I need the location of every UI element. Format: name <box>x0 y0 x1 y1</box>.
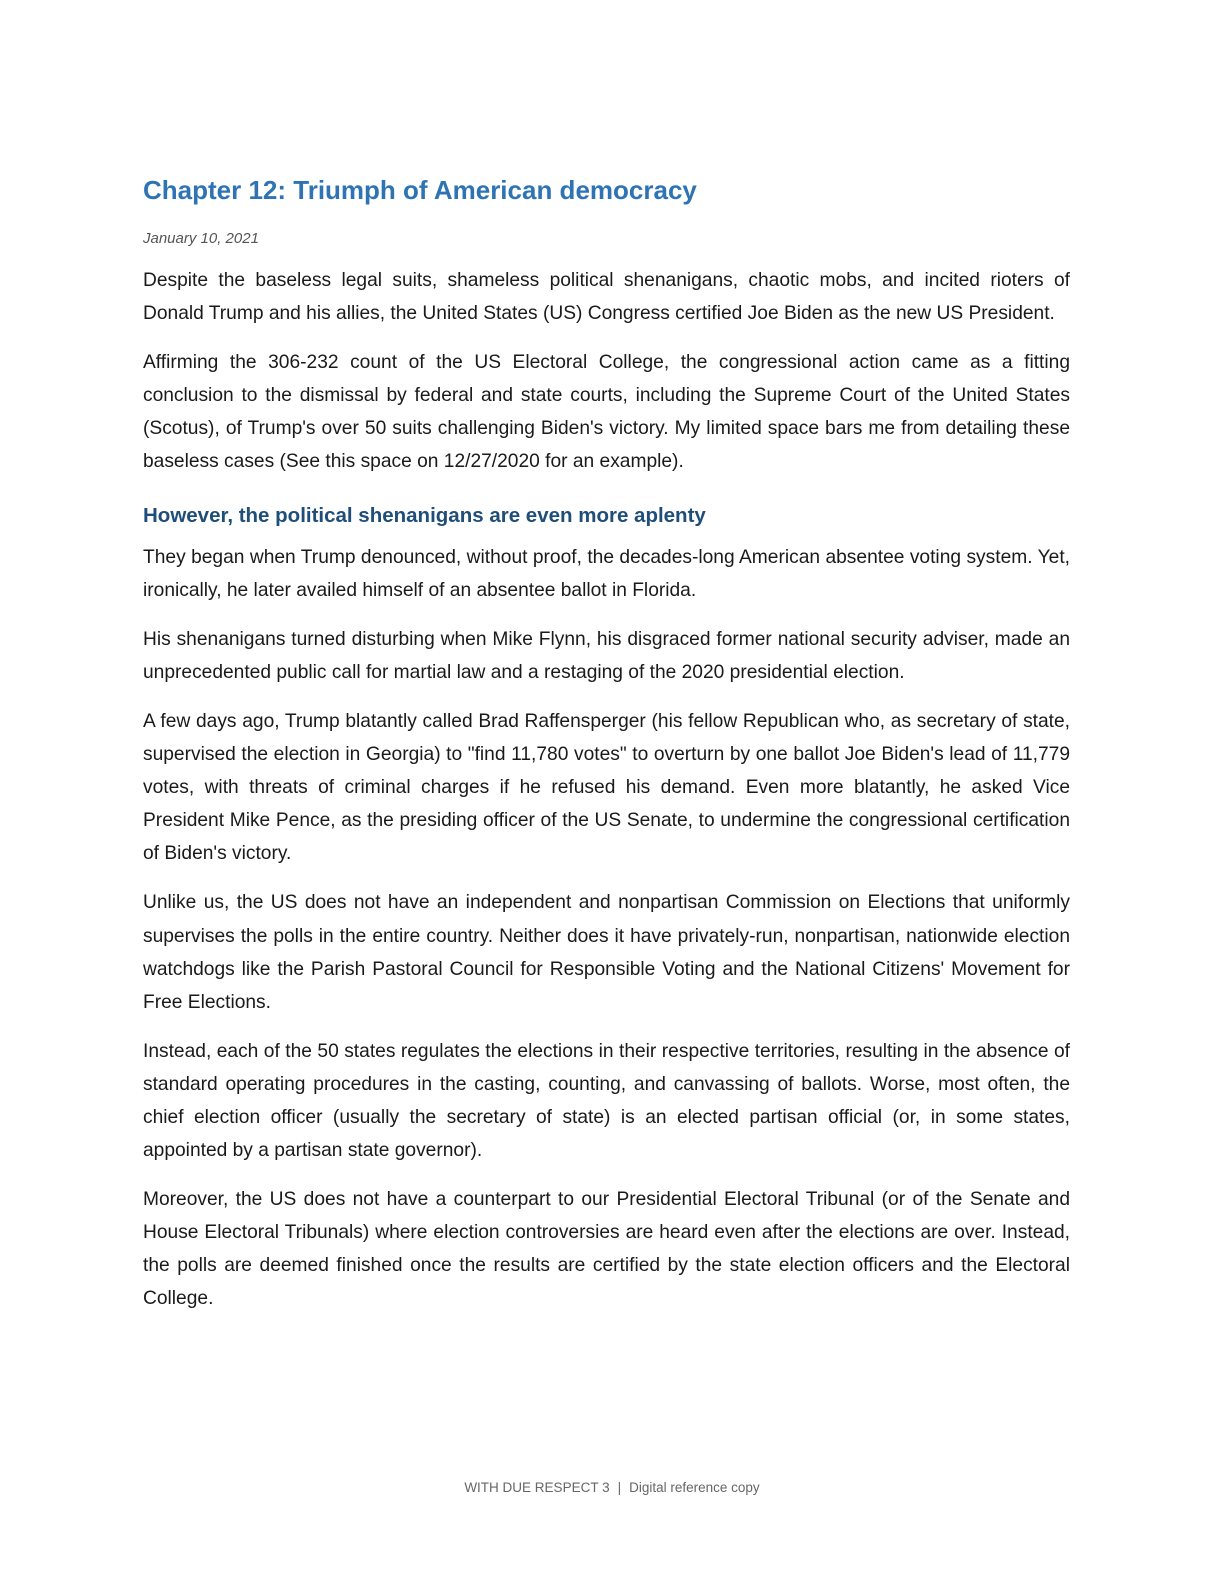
footer-note: Digital reference copy <box>629 1480 760 1495</box>
paragraph: They began when Trump denounced, without proof, the decades-long American absentee voting system. Yet, ironically, he later availed himself of an absentee ballot in Florida. <box>143 546 1070 601</box>
footer-separator: | <box>617 1480 622 1495</box>
section-heading: However, the political shenanigans are even more aplenty <box>143 503 706 527</box>
page-footer <box>0 1478 1224 1498</box>
paragraph: Instead, each of the 50 states regulates the elections in their respective territories, resulting in the absence of standard operating procedures in the casting, counting, and canvassing of ballots. Worse, most often, the chief election officer (usually the secretary of state) is an elected partisan official (or, in some states, appointed by a partisan state governor). <box>143 1040 1070 1162</box>
paragraph: Affirming the 306-232 count of the US Electoral College, the congressional action came as a fitting conclusion to the dismissal by federal and state courts, including the Supreme Court of the United States (Scotus), of Trump's over 50 suits challenging Biden's victory. My limited space bars me from detailing these baseless cases (See this space on 12/27/2020 for an example). <box>143 352 1070 473</box>
document-page <box>143 170 1070 1316</box>
paragraph: Moreover, the US does not have a counterpart to our Presidential Electoral Tribunal (or of the Senate and House Electoral Tribunals) where election controversies are heard even after the elections are over. Instead, the polls are deemed finished once the results are certified by the state election officers and the Electoral College. <box>143 1189 1070 1310</box>
paragraph: His shenanigans turned disturbing when Mike Flynn, his disgraced former national security adviser, made an unprecedented public call for martial law and a restaging of the 2020 presidential election. <box>143 628 1070 683</box>
paragraph: Despite the baseless legal suits, shameless political shenanigans, chaotic mobs, and incited rioters of Donald Trump and his allies, the United States (US) Congress certified Joe Biden as the new US President. <box>143 270 1070 325</box>
chapter-date: January 10, 2021 <box>143 230 259 247</box>
chapter-title: Chapter 12: Triumph of American democracy <box>143 175 697 205</box>
paragraph: Unlike us, the US does not have an independent and nonpartisan Commission on Elections that uniformly supervises the polls in the entire country. Neither does it have privately-run, nonpartisan, nationwide election watchdogs like the Parish Pastoral Council for Responsible Voting and the National Citizens' Movement for Free Elections. <box>143 892 1070 1013</box>
footer-book-title: WITH DUE RESPECT 3 <box>464 1480 610 1495</box>
paragraph: A few days ago, Trump blatantly called Brad Raffensperger (his fellow Republican who, as secretary of state, supervised the election in Georgia) to "find 11,780 votes" to overturn by one ballot Joe Biden's lead of 11,779 votes, with threats of criminal charges if he refused his demand. Even more blatantly, he asked Vice President Mike Pence, as the presiding officer of the US Senate, to undermine the congressional certification of Biden's victory. <box>143 710 1070 865</box>
